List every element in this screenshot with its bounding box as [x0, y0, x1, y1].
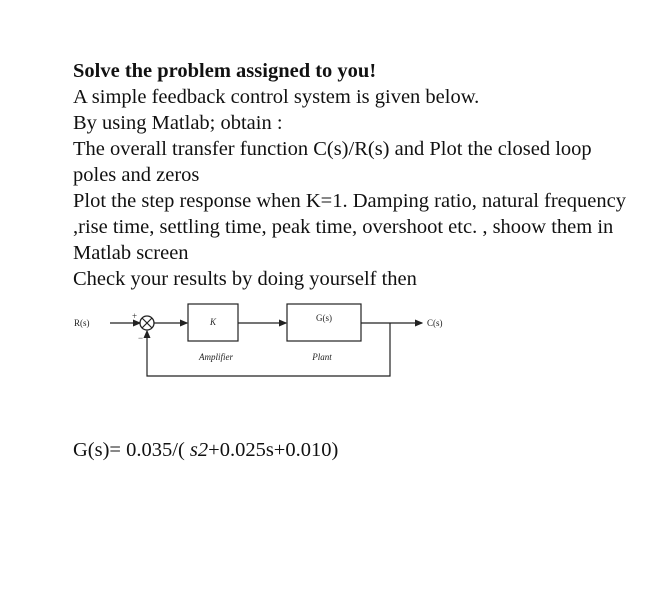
problem-title: Solve the problem assigned to you!	[73, 60, 377, 82]
problem-line-1: A simple feedback control system is given below.	[73, 86, 480, 108]
plant-transfer-function: G(s)	[316, 313, 332, 323]
problem-text	[73, 58, 633, 292]
sum-minus-sign: −	[138, 333, 144, 343]
summing-junction	[140, 316, 154, 330]
amplifier-gain: K	[209, 317, 217, 327]
plant-formula	[73, 439, 338, 462]
plant-label: Plant	[312, 352, 332, 362]
problem-line-2: By using Matlab; obtain :	[73, 112, 283, 134]
block-diagram	[70, 292, 460, 387]
problem-line-4: Plot the step response when K=1. Damping ratio, natural frequency ,rise time, settling time, peak time, overshoot etc. , shoow them in Matlab screen	[73, 190, 626, 264]
sum-plus-sign: +	[132, 311, 138, 321]
problem-line-5: Check your results by doing yourself then	[73, 268, 417, 290]
formula-suffix: +0.025s+0.010)	[208, 439, 339, 461]
input-label: R(s)	[74, 318, 90, 328]
amplifier-label: Amplifier	[199, 352, 233, 362]
formula-s2: s2	[189, 439, 209, 461]
formula-prefix: G(s)= 0.035/(	[73, 439, 190, 461]
problem-line-3: The overall transfer function C(s)/R(s) and Plot the closed loop poles and zeros	[73, 138, 592, 186]
output-label: C(s)	[427, 318, 443, 328]
